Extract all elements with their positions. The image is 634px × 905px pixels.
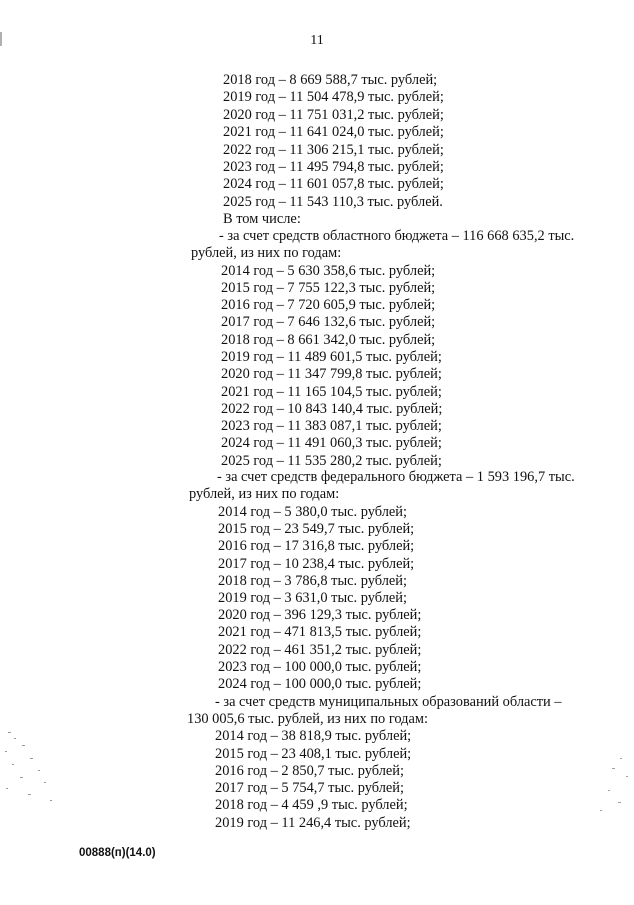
scan-speckle-left — [0, 720, 70, 810]
funding-source-line: рублей, из них по годам: — [191, 245, 342, 261]
budget-line: 2014 год – 5 380,0 тыс. рублей; — [218, 504, 407, 520]
budget-line: 2014 год – 38 818,9 тыс. рублей; — [215, 728, 412, 744]
budget-line: 2020 год – 11 751 031,2 тыс. рублей; — [223, 107, 444, 123]
budget-line: 2021 год – 471 813,5 тыс. рублей; — [218, 624, 422, 640]
funding-source-line: - за счет средств областного бюджета – 116 668 635,2 тыс. — [219, 228, 575, 244]
scan-speckle-right — [590, 750, 634, 820]
budget-line: 2018 год – 8 669 588,7 тыс. рублей; — [223, 72, 438, 88]
budget-line: 2017 год – 7 646 132,6 тыс. рублей; — [221, 314, 436, 330]
budget-line: 2020 год – 396 129,3 тыс. рублей; — [218, 607, 422, 623]
budget-line: 2015 год – 23 549,7 тыс. рублей; — [218, 521, 415, 537]
budget-line: 2023 год – 11 383 087,1 тыс. рублей; — [221, 418, 442, 434]
budget-line: 2024 год – 11 491 060,3 тыс. рублей; — [221, 435, 442, 451]
budget-line: 2018 год – 8 661 342,0 тыс. рублей; — [221, 332, 436, 348]
page-number: 11 — [310, 33, 324, 48]
budget-line: 2019 год – 11 504 478,9 тыс. рублей; — [223, 89, 444, 105]
budget-line: 2022 год – 461 351,2 тыс. рублей; — [218, 642, 422, 658]
budget-line: 2024 год – 100 000,0 тыс. рублей; — [218, 676, 422, 692]
budget-line: 2015 год – 7 755 122,3 тыс. рублей; — [221, 280, 436, 296]
budget-line: 2016 год – 2 850,7 тыс. рублей; — [215, 763, 404, 779]
budget-line: 2019 год – 11 246,4 тыс. рублей; — [215, 815, 411, 831]
document-code: 00888(п)(14.0) — [79, 847, 156, 859]
budget-line: 2017 год – 10 238,4 тыс. рублей; — [218, 556, 415, 572]
budget-line: 2018 год – 4 459 ,9 тыс. рублей; — [215, 797, 408, 813]
budget-line: 2024 год – 11 601 057,8 тыс. рублей; — [223, 176, 444, 192]
budget-line: 2025 год – 11 543 110,3 тыс. рублей. — [223, 194, 443, 210]
funding-source-line: - за счет средств муниципальных образований области – — [215, 694, 562, 710]
funding-source-line: рублей, из них по годам: — [189, 486, 340, 502]
budget-line: 2022 год – 10 843 140,4 тыс. рублей; — [221, 401, 443, 417]
section-heading: В том числе: — [223, 211, 301, 227]
budget-line: 2019 год – 11 489 601,5 тыс. рублей; — [221, 349, 442, 365]
budget-line: 2021 год – 11 165 104,5 тыс. рублей; — [221, 384, 442, 400]
budget-line: 2020 год – 11 347 799,8 тыс. рублей; — [221, 366, 442, 382]
budget-line: 2023 год – 11 495 794,8 тыс. рублей; — [223, 159, 444, 175]
budget-line: 2022 год – 11 306 215,1 тыс. рублей; — [223, 142, 444, 158]
budget-line: 2021 год – 11 641 024,0 тыс. рублей; — [223, 124, 444, 140]
funding-source-line: - за счет средств федерального бюджета – 1 593 196,7 тыс. — [217, 469, 575, 485]
budget-line: 2017 год – 5 754,7 тыс. рублей; — [215, 780, 404, 796]
budget-line: 2015 год – 23 408,1 тыс. рублей; — [215, 746, 412, 762]
funding-source-line: 130 005,6 тыс. рублей, из них по годам: — [187, 711, 428, 727]
budget-line: 2014 год – 5 630 358,6 тыс. рублей; — [221, 263, 436, 279]
budget-line: 2025 год – 11 535 280,2 тыс. рублей; — [221, 453, 442, 469]
budget-line: 2019 год – 3 631,0 тыс. рублей; — [218, 590, 407, 606]
budget-line: 2023 год – 100 000,0 тыс. рублей; — [218, 659, 422, 675]
budget-line: 2016 год – 17 316,8 тыс. рублей; — [218, 538, 415, 554]
budget-line: 2016 год – 7 720 605,9 тыс. рублей; — [221, 297, 436, 313]
budget-line: 2018 год – 3 786,8 тыс. рублей; — [218, 573, 407, 589]
